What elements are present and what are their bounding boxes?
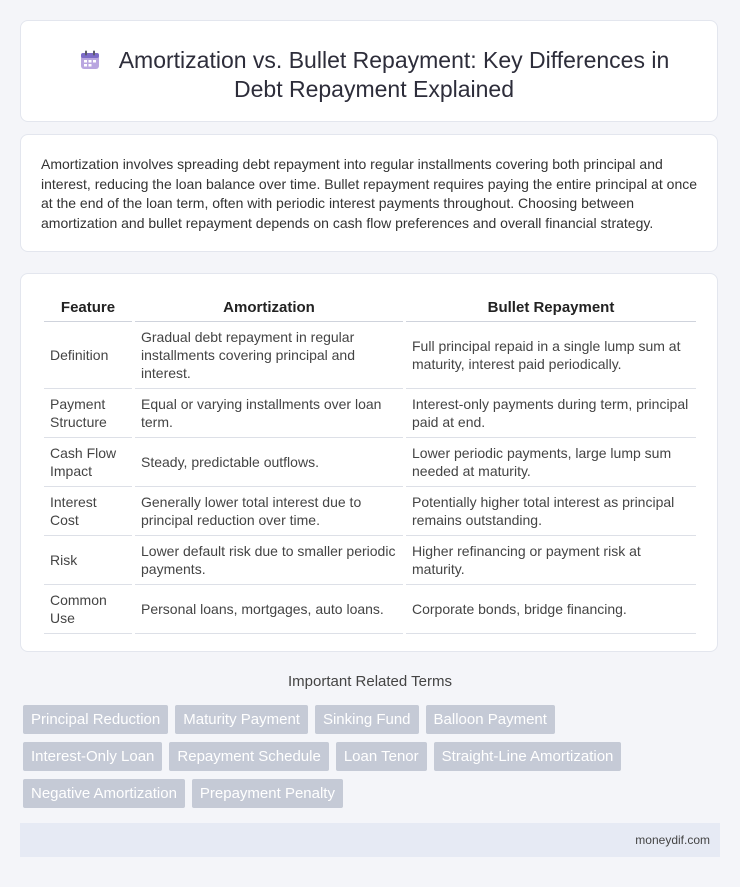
footer: [20, 823, 720, 857]
calendar-icon: [79, 49, 101, 71]
bullet-cell: Potentially higher total interest as principal remains outstanding.: [406, 487, 696, 536]
related-terms-title: Important Related Terms: [288, 673, 452, 690]
related-term-tag[interactable]: Maturity Payment: [175, 705, 308, 734]
bullet-cell: Higher refinancing or payment risk at maturity.: [406, 536, 696, 585]
feature-cell: Cash Flow Impact: [44, 438, 132, 487]
table-row: [44, 438, 696, 487]
comparison-card: [20, 273, 718, 652]
bullet-cell: Corporate bonds, bridge financing.: [406, 585, 696, 634]
amortization-cell: Steady, predictable outflows.: [135, 438, 403, 487]
related-term-tag[interactable]: Principal Reduction: [23, 705, 168, 734]
related-term-tag[interactable]: Sinking Fund: [315, 705, 419, 734]
amortization-cell: Equal or varying installments over loan term.: [135, 389, 403, 438]
amortization-cell: Gradual debt repayment in regular installments covering principal and interest.: [135, 322, 403, 389]
related-term-tag[interactable]: Negative Amortization: [23, 779, 185, 808]
bullet-cell: Full principal repaid in a single lump sum at maturity, interest paid periodically.: [406, 322, 696, 389]
page-title: [61, 46, 687, 104]
feature-cell: Definition: [44, 322, 132, 389]
amortization-cell: Generally lower total interest due to principal reduction over time.: [135, 487, 403, 536]
table-row: [44, 585, 696, 634]
bullet-cell: Lower periodic payments, large lump sum needed at maturity.: [406, 438, 696, 487]
amortization-cell: Personal loans, mortgages, auto loans.: [135, 585, 403, 634]
header-feature: Feature: [44, 293, 132, 322]
intro-text: Amortization involves spreading debt repayment into regular installments covering both principal and interest, reducing the loan balance over time. Bullet repayment requires paying the entire principal at once at the end of the loan term, often with periodic interest payments throughout. Choosing between amortization and bullet repayment depends on cash flow preferences and overall financial strategy.: [41, 156, 698, 231]
related-term-tag[interactable]: Loan Tenor: [336, 742, 427, 771]
table-row: [44, 536, 696, 585]
table-row: [44, 487, 696, 536]
title-card: [20, 20, 718, 122]
bullet-cell: Interest-only payments during term, principal paid at end.: [406, 389, 696, 438]
table-row: [44, 322, 696, 389]
footer-site-link[interactable]: moneydif.com: [635, 833, 710, 847]
feature-cell: Risk: [44, 536, 132, 585]
table-header-row: [44, 293, 696, 322]
related-terms-list: [23, 705, 663, 808]
intro-card: [20, 134, 718, 252]
feature-cell: Common Use: [44, 585, 132, 634]
related-term-tag[interactable]: Interest-Only Loan: [23, 742, 162, 771]
related-term-tag[interactable]: Prepayment Penalty: [192, 779, 343, 808]
feature-cell: Payment Structure: [44, 389, 132, 438]
related-term-tag[interactable]: Straight-Line Amortization: [434, 742, 622, 771]
feature-cell: Interest Cost: [44, 487, 132, 536]
header-amortization: Amortization: [135, 293, 403, 322]
amortization-cell: Lower default risk due to smaller periodic payments.: [135, 536, 403, 585]
table-row: [44, 389, 696, 438]
related-term-tag[interactable]: Repayment Schedule: [169, 742, 328, 771]
comparison-table: [41, 293, 699, 634]
header-bullet-repayment: Bullet Repayment: [406, 293, 696, 322]
page-title-text: Amortization vs. Bullet Repayment: Key Differences in Debt Repayment Explained: [118, 47, 670, 102]
related-term-tag[interactable]: Balloon Payment: [426, 705, 555, 734]
